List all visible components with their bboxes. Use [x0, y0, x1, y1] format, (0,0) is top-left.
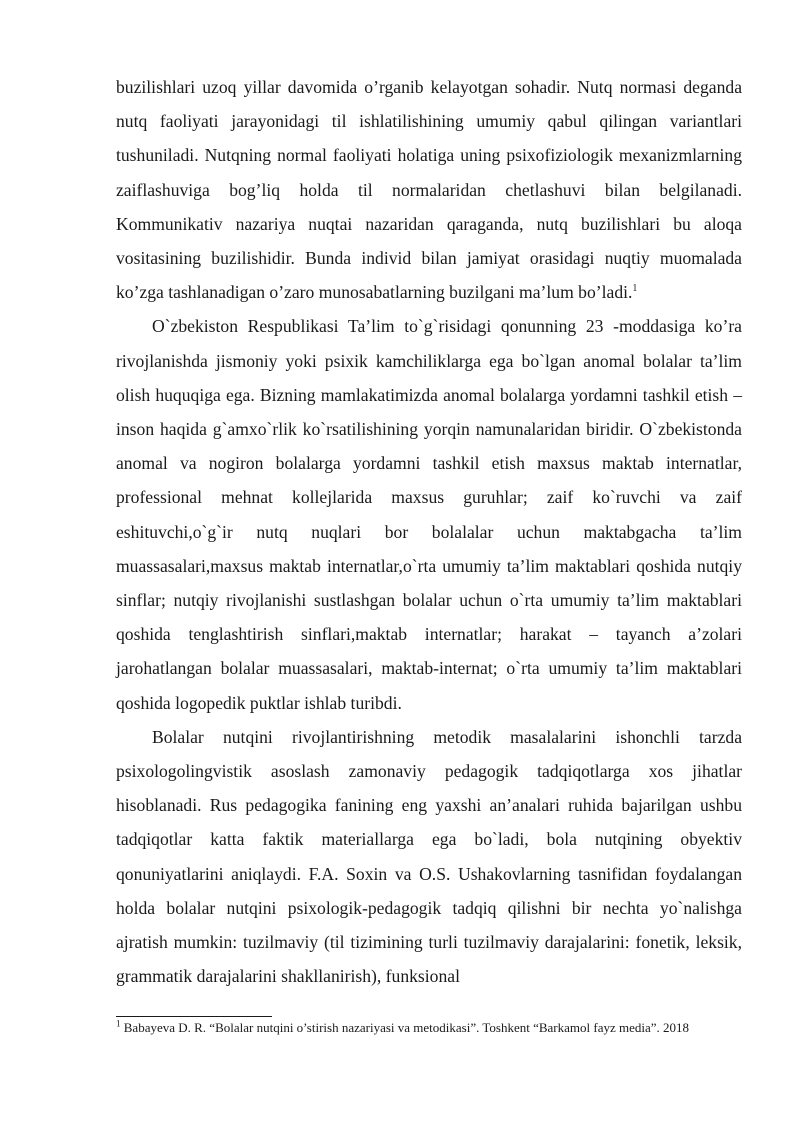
paragraph-1-text: buzilishlari uzoq yillar davomida o’rganib kelayotgan sohadir. Nutq normasi deganda nutq faoliyati jarayonidagi til ishlatilishining umumiy qabul qilingan variantlari tushuniladi. Nutqning normal faoliyati holatiga uning psixofiziologik mexanizmlarning zaiflashuviga bog’liq holda til normalaridan chetlashuvi bilan belgilanadi. Kommunikativ nazariya nuqtai nazaridan qaraganda, nutq buzilishlari bu aloqa vositasining buzilishidir. Bunda individ bilan jamiyat orasidagi nuqtiy muomalada ko’zga tashlanadigan o’zaro munosabatlarning buzilgani ma’lum bo’ladi. — [116, 77, 742, 303]
footnote — [116, 1019, 742, 1037]
paragraph-2 — [116, 309, 742, 719]
paragraph-1 — [116, 70, 742, 309]
footnote-text: Babayeva D. R. “Bolalar nutqini o’stirish nazariyasi va metodikasi”. Toshkent “Barkamol fayz media”. 2018 — [123, 1020, 690, 1035]
footnote-marker: 1 — [116, 1018, 121, 1029]
footnote-separator — [116, 1016, 272, 1017]
document-body — [116, 70, 742, 993]
paragraph-3-text: Bolalar nutqini rivojlantirishning metodik masalalarini ishonchli tarzda psixologolingvistik asoslash zamonaviy pedagogik tadqiqotlarga xos jihatlar hisoblanadi. Rus pedagogika fanining eng yaxshi an’analari ruhida bajarilgan ushbu tadqiqotlar katta faktik materiallarga ega bo`ladi, bola nutqining obyektiv qonuniyatlarini aniqlaydi. F.A. Soxin va O.S. Ushakovlarning tasnifidan foydalangan holda bolalar nutqini psixologik-pedagogik tadqiq qilishni bir nechta yo`nalishga ajratish mumkin: tuzilmaviy (til tizimining turli tuzilmaviy darajalarini: fonetik, leksik, grammatik darajalarini shakllanirish), funksional — [116, 726, 742, 987]
paragraph-3 — [116, 720, 742, 994]
paragraph-2-text: O`zbekiston Respublikasi Ta’lim to`g`risidagi qonunning 23 -moddasiga ko’ra rivojlanishda jismoniy yoki psixik kamchiliklarga ega bo`lgan anomal bolalar ta’lim olish huquqiga ega. Bizning mamlakatimizda anomal bolalarga yordamni tashkil etish – inson haqida g`amxo`rlik ko`rsatilishining yorqin namunalaridan biridir. O`zbekistonda anomal va nogiron bolalarga yordamni tashkil etish maxsus maktab internatlar, professional mehnat kollejlarida maxsus guruhlar; zaif ko`ruvchi va zaif eshituvchi,o`g`ir nutq nuqlari bor bolalalar uchun maktabgacha ta’lim muassasalari,maxsus maktab internatlar,o`rta umumiy ta’lim maktablari qoshida nutqiy sinflar; nutqiy rivojlanishi sustlashgan bolalar uchun o`rta umumiy ta’lim maktablari qoshida tenglashtirish sinflari,maktab internatlar; harakat – tayanch a’zolari jarohatlangan bolalar muassasalari, maktab-internat; o`rta umumiy ta’lim maktablari qoshida logopedik puktlar ishlab turibdi. — [116, 316, 742, 713]
footnote-reference[interactable]: 1 — [632, 283, 638, 295]
